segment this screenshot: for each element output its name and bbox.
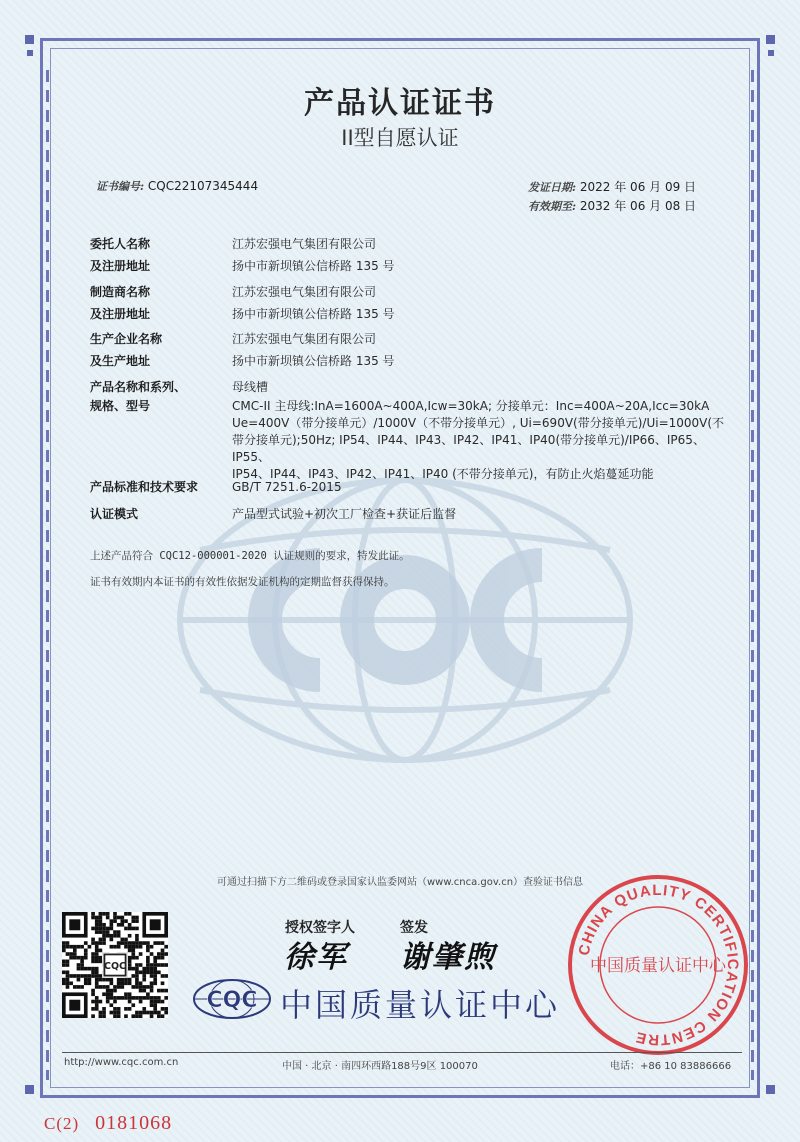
manufacturer-address-label: 及注册地址: [90, 307, 151, 321]
serial-prefix: C(2): [44, 1114, 80, 1133]
manufacturer-label: 制造商名称: [90, 285, 151, 299]
serial-value: 0181068: [95, 1112, 173, 1134]
mode-label: 认证模式: [90, 507, 139, 521]
qr-code[interactable]: [62, 912, 168, 1018]
verification-notice: 可通过扫描下方二维码或登录国家认监委网站（www.cnca.gov.cn）查验证书信息: [216, 877, 584, 888]
footer-address: 中国 · 北京 · 南四环西路188号9区 100070: [282, 1061, 478, 1072]
validity-statement: 证书有效期内本证书的有效性依据发证机构的定期监督获得保持。: [90, 576, 395, 588]
manufacturer-value: 江苏宏强电气集团有限公司: [232, 285, 377, 299]
mode-value: 产品型式试验+初次工厂检查+获证后监督: [232, 507, 457, 521]
expiry-date-label: 有效期至:: [528, 200, 577, 213]
qr-logo-text: CQC: [103, 961, 127, 973]
issue-date-label: 发证日期:: [528, 181, 577, 194]
applicant-address-label: 及注册地址: [90, 259, 151, 273]
cert-number-label: 证书编号:: [96, 180, 145, 193]
cert-number: [96, 178, 258, 194]
compliance-statement: 上述产品符合 CQC12-000001-2020 认证规则的要求，特发此证。: [90, 550, 410, 562]
page-subtitle: II型自愿认证: [341, 126, 459, 150]
org-name: 中国质量认证中心: [280, 986, 561, 1024]
product-spec-line: Ue=400V（带分接单元）/1000V（不带分接单元）, Ui=690V(带分接单元)/Ui=1000V(不: [232, 416, 725, 430]
signature-1: 徐军: [284, 940, 348, 975]
footer-website[interactable]: http://www.cqc.com.cn: [64, 1057, 179, 1068]
signature-2: 谢肇煦: [400, 940, 496, 975]
issue-date-value: 2022 年 06 月 09 日: [579, 180, 697, 194]
product-name-value: 母线槽: [232, 380, 269, 394]
page-title: 产品认证证书: [304, 86, 496, 121]
product-spec-line: 带分接单元);50Hz; IP54、IP44、IP43、IP42、IP41、IP40(带分接单元)/IP66、IP65、IP55、: [232, 433, 705, 464]
manufacturer-address-value: 扬中市新坝镇公信桥路 135 号: [232, 307, 395, 321]
corner-square: [25, 35, 34, 44]
applicant-value: 江苏宏强电气集团有限公司: [232, 237, 377, 251]
dashed-border-left: [46, 70, 49, 1080]
issue-date: [528, 178, 696, 195]
issued-label: 签发: [400, 920, 428, 936]
footer-divider: [62, 1052, 742, 1053]
seal-inner-text: 中国质量认证中心: [590, 956, 726, 976]
corner-square: [766, 35, 775, 44]
applicant-label: 委托人名称: [90, 237, 151, 251]
product-spec-line: CMC-II 主母线:InA=1600A~400A,Icw=30kA; 分接单元：Inc=400A~20A,Icc=30kA: [232, 399, 710, 413]
footer-phone: 电话：+86 10 83886666: [610, 1061, 732, 1072]
cert-number-value: CQC22107345444: [147, 179, 259, 193]
product-label-2: 规格、型号: [90, 399, 151, 413]
factory-address-value: 扬中市新坝镇公信桥路 135 号: [232, 354, 395, 368]
corner-square: [27, 50, 33, 56]
seal-outer-text: CHINA QUALITY CERTIFICATION CENTRE: [575, 881, 742, 1049]
cqc-logo-text: CQC: [206, 988, 258, 1013]
product-spec-row: [90, 398, 730, 481]
factory-address-label: 及生产地址: [90, 354, 151, 368]
product-label-1: 产品名称和系列、: [90, 380, 187, 394]
applicant-address-value: 扬中市新坝镇公信桥路 135 号: [232, 259, 395, 273]
product-spec: [232, 398, 732, 483]
corner-square: [766, 1085, 775, 1094]
factory-value: 江苏宏强电气集团有限公司: [232, 332, 377, 346]
corner-square: [768, 50, 774, 56]
expiry-date-value: 2032 年 06 月 08 日: [579, 199, 697, 213]
dashed-border-right: [751, 70, 754, 1080]
product-spec-line: IP54、IP44、IP43、IP42、IP41、IP40 (不带分接单元)，有防止火焰蔓延功能: [232, 467, 654, 481]
cqc-logo: [192, 978, 272, 1020]
corner-square: [25, 1085, 34, 1094]
serial-number: [44, 1112, 172, 1135]
standard-label: 产品标准和技术要求: [90, 480, 199, 494]
standard-value: GB/T 7251.6-2015: [232, 480, 342, 494]
factory-label: 生产企业名称: [90, 332, 163, 346]
authorized-signatory-label: 授权签字人: [285, 920, 355, 936]
expiry-date: [528, 197, 696, 214]
official-seal: [565, 872, 751, 1058]
